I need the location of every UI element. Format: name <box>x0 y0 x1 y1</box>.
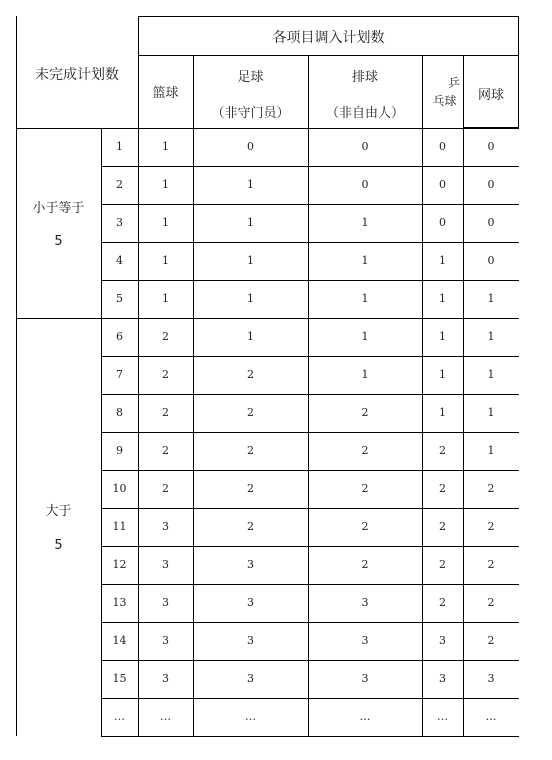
row-rule <box>101 508 519 509</box>
cell-basketball: 3 <box>162 558 169 571</box>
row-index: 1 <box>116 140 123 153</box>
group-label-le5: 小于等于 <box>32 201 85 216</box>
cell-basketball: 2 <box>162 368 169 381</box>
row-rule <box>101 622 519 623</box>
row-index: 15 <box>112 672 127 685</box>
cell-football: 1 <box>247 292 254 305</box>
row-rule <box>101 698 519 699</box>
row-rule <box>101 204 519 205</box>
cell-volleyball: 3 <box>361 672 369 685</box>
col-header-football-note: （非守门员） <box>211 106 290 121</box>
rule-group-split <box>16 318 519 319</box>
cell-volleyball: 2 <box>361 406 369 419</box>
cell-pingpong: 1 <box>439 292 446 305</box>
cell-basketball: 2 <box>162 444 169 457</box>
cell-tennis: … <box>485 710 497 723</box>
row-index: 8 <box>116 406 123 419</box>
cell-pingpong: 3 <box>439 672 446 685</box>
cell-tennis: 2 <box>487 634 495 647</box>
cell-volleyball: 0 <box>361 178 369 191</box>
cell-volleyball: 3 <box>361 634 369 647</box>
group-label-le5-num: 5 <box>54 234 63 249</box>
col-header-basketball: 篮球 <box>152 86 179 101</box>
col-header-volleyball: 排球 <box>351 70 378 85</box>
cell-basketball: 1 <box>162 178 169 191</box>
cell-pingpong: 3 <box>439 634 446 647</box>
cell-volleyball: 2 <box>361 558 369 571</box>
border-left <box>16 16 17 736</box>
cell-tennis: 1 <box>487 330 495 343</box>
cell-tennis: 3 <box>487 672 495 685</box>
row-rule <box>101 660 519 661</box>
cell-football: 1 <box>247 216 254 229</box>
cell-football: 1 <box>247 178 254 191</box>
cell-pingpong: 1 <box>439 368 446 381</box>
cell-tennis: 1 <box>487 292 495 305</box>
corner-header: 未完成计划数 <box>35 67 119 83</box>
cell-basketball: 3 <box>162 634 169 647</box>
cell-basketball: 3 <box>162 672 169 685</box>
cell-tennis: 2 <box>487 520 495 533</box>
row-index: 11 <box>112 520 127 533</box>
row-rule <box>101 736 519 737</box>
cell-tennis: 1 <box>487 368 495 381</box>
cell-basketball: 1 <box>162 216 169 229</box>
row-index: 6 <box>116 330 123 343</box>
cell-football: 2 <box>247 482 254 495</box>
cell-volleyball: 0 <box>361 140 369 153</box>
cell-pingpong: 0 <box>439 140 446 153</box>
row-rule <box>101 584 519 585</box>
cell-football: 2 <box>247 520 254 533</box>
cell-pingpong: 2 <box>439 482 446 495</box>
row-rule <box>101 280 519 281</box>
cell-football: 0 <box>247 140 254 153</box>
col-header-volleyball-note: （非自由人） <box>325 106 404 121</box>
cell-tennis: 0 <box>487 178 495 191</box>
cell-basketball: … <box>160 710 171 723</box>
cell-volleyball: 1 <box>361 254 369 267</box>
cell-tennis: 1 <box>487 444 495 457</box>
row-index: 9 <box>116 444 123 457</box>
col-header-tennis: 网球 <box>477 88 504 103</box>
cell-pingpong: 1 <box>439 330 446 343</box>
row-index: 5 <box>116 292 123 305</box>
cell-pingpong: 1 <box>439 254 446 267</box>
cell-volleyball: 2 <box>361 444 369 457</box>
cell-pingpong: 0 <box>439 216 446 229</box>
row-rule <box>101 470 519 471</box>
group-label-gt5-num: 5 <box>54 538 63 553</box>
row-rule <box>101 356 519 357</box>
allocation-table <box>16 16 519 736</box>
row-rule <box>101 242 519 243</box>
cell-football: 3 <box>247 558 254 571</box>
cell-pingpong: 0 <box>439 178 446 191</box>
cell-tennis: 0 <box>487 216 495 229</box>
cell-basketball: 2 <box>162 482 169 495</box>
cell-football: 2 <box>247 368 254 381</box>
row-index: 10 <box>112 482 127 495</box>
group-title: 各项目调入计划数 <box>272 30 385 46</box>
cell-volleyball: 2 <box>361 520 369 533</box>
cell-basketball: 2 <box>162 330 169 343</box>
col-header-pingpong-top: 乒 <box>447 76 460 90</box>
cell-volleyball: 3 <box>361 596 369 609</box>
cell-pingpong: 1 <box>439 406 446 419</box>
row-index: 2 <box>116 178 123 191</box>
row-index: 12 <box>112 558 127 571</box>
row-index: 14 <box>112 634 127 647</box>
cell-football: 3 <box>247 672 254 685</box>
cell-basketball: 1 <box>162 140 169 153</box>
cell-volleyball: 1 <box>361 216 369 229</box>
cell-basketball: 2 <box>162 406 169 419</box>
row-index: 4 <box>116 254 123 267</box>
cell-football: 3 <box>247 634 254 647</box>
group-label-gt5: 大于 <box>45 504 72 519</box>
cell-tennis: 2 <box>487 596 495 609</box>
cell-football: 1 <box>247 254 254 267</box>
cell-volleyball: 1 <box>361 330 369 343</box>
cell-volleyball: 1 <box>361 292 369 305</box>
cell-basketball: 3 <box>162 520 169 533</box>
cell-football: 1 <box>247 330 254 343</box>
cell-pingpong: 2 <box>439 596 446 609</box>
cell-tennis: 2 <box>487 558 495 571</box>
row-index: 3 <box>116 216 123 229</box>
cell-basketball: 1 <box>162 292 169 305</box>
cell-football: … <box>245 710 256 723</box>
row-rule <box>101 546 519 547</box>
border-top <box>138 16 519 17</box>
row-index: 13 <box>112 596 127 609</box>
cell-volleyball: … <box>359 710 371 723</box>
cell-pingpong: 2 <box>439 558 446 571</box>
col-header-football: 足球 <box>237 70 264 85</box>
row-rule <box>101 432 519 433</box>
cell-basketball: 1 <box>162 254 169 267</box>
rule-under-header <box>16 128 519 129</box>
row-rule <box>101 166 519 167</box>
cell-tennis: 0 <box>487 140 495 153</box>
cell-tennis: 2 <box>487 482 495 495</box>
cell-basketball: 3 <box>162 596 169 609</box>
cell-football: 2 <box>247 444 254 457</box>
row-index: … <box>114 710 125 723</box>
row-rule <box>101 394 519 395</box>
cell-pingpong: 2 <box>439 520 446 533</box>
cell-football: 3 <box>247 596 254 609</box>
cell-football: 2 <box>247 406 254 419</box>
cell-tennis: 0 <box>487 254 495 267</box>
cell-volleyball: 2 <box>361 482 369 495</box>
col-header-pingpong-bottom: 乓球 <box>432 94 457 108</box>
rule-under-header-bold <box>463 127 519 129</box>
cell-tennis: 1 <box>487 406 495 419</box>
cell-pingpong: … <box>437 710 448 723</box>
rule-under-group-title <box>138 55 519 56</box>
cell-pingpong: 2 <box>439 444 446 457</box>
row-index: 7 <box>116 368 123 381</box>
cell-volleyball: 1 <box>361 368 369 381</box>
